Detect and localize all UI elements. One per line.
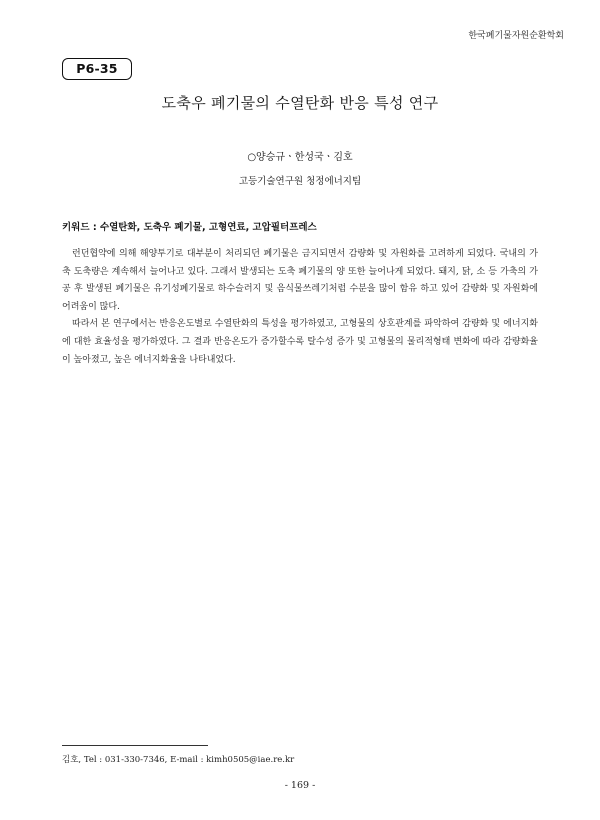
footnote-divider <box>62 745 208 746</box>
paper-id-badge: P6-35 <box>62 58 132 80</box>
author-list: ○양승규ㆍ한성국ㆍ김호 <box>247 152 353 163</box>
abstract-paragraph-2: 따라서 본 연구에서는 반응온도별로 수열탄화의 특성을 평가하였고, 고형물의 상호관계를 파악하여 감량화 및 에너지화에 대한 효율성을 평가하였다. 그 결과 반응온도가 증가할수록 탈수성 증가 및 고형물의 물리적형태 변화에 따라 감량화율이 높아졌고, 높은 에너지화율을 나타내었다. <box>62 319 538 365</box>
corresponding-author-footnote: 김호, Tel : 031-330-7346, E-mail : kimh0505@iae.re.kr <box>62 755 295 765</box>
abstract-paragraph-1: 런던협약에 의해 해양투기로 대부분이 처리되던 폐기물은 금지되면서 감량화 및 자원화를 고려하게 되었다. 국내의 가축 도축량은 계속해서 늘어나고 있다. 그래서 발생되는 도축 폐기물의 양 또한 늘어나게 되었다. 돼지, 닭, 소 등 가축의 가공 후 발생된 폐기물은 유기성폐기물로 하수슬러지 및 음식물쓰레기처럼 수분을 많이 함유 하고 있어 감량화 및 자원화에 어려움이 많다. <box>62 249 538 312</box>
keywords: 키워드 : 수열탄화, 도축우 폐기물, 고형연료, 고압필터프레스 <box>62 222 317 233</box>
paper-title: 도축우 폐기물의 수열탄화 반응 특성 연구 <box>161 94 439 112</box>
page-number: - 169 - <box>284 780 316 791</box>
author-affiliation: 고등기술연구원 청정에너지팀 <box>238 176 362 187</box>
society-name: 한국폐기물자원순환학회 <box>468 31 564 41</box>
abstract-body <box>62 246 538 369</box>
